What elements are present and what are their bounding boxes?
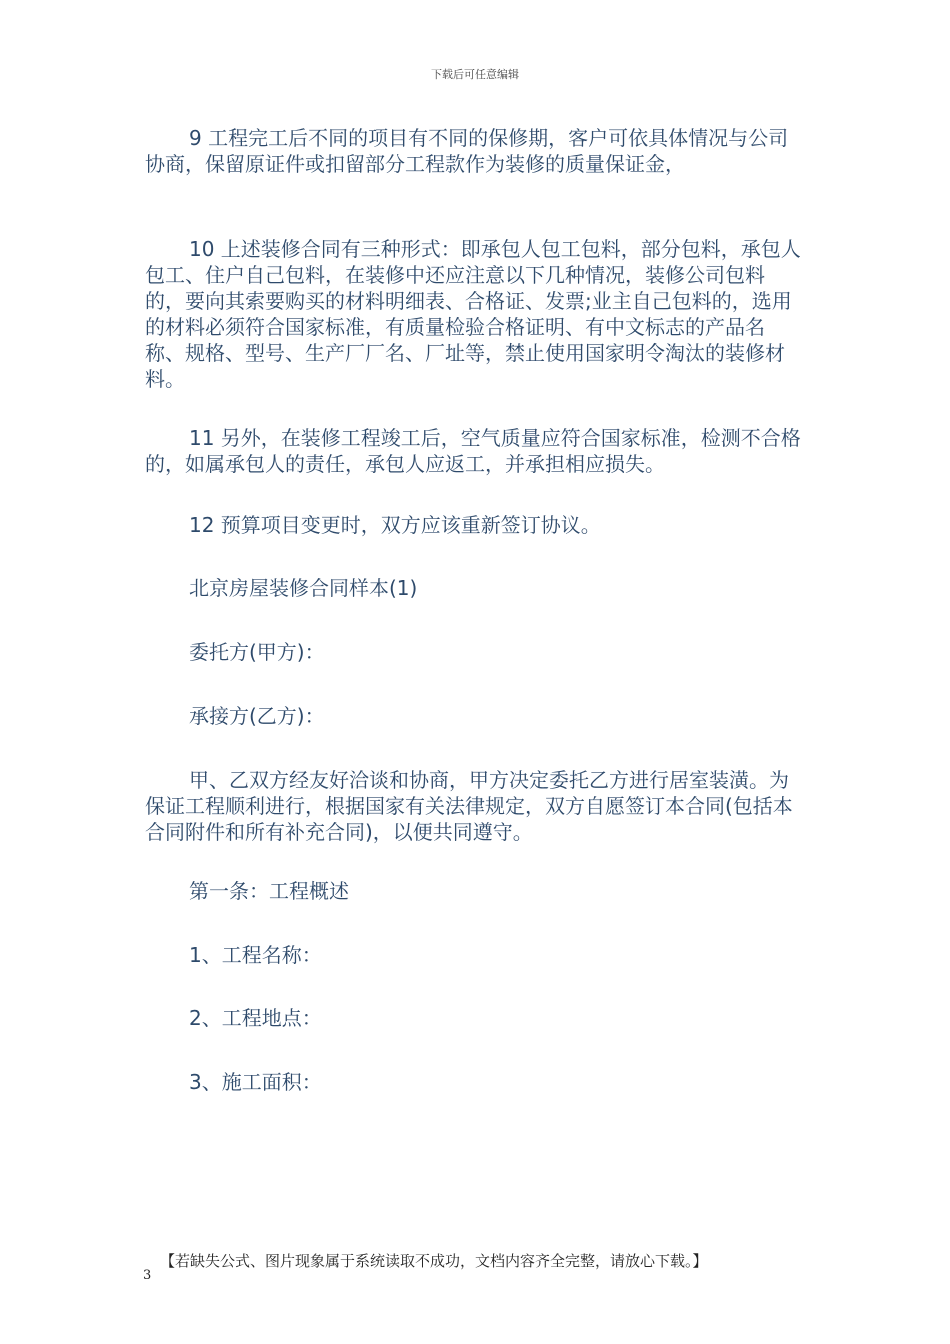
- page-header: 下载后可任意编辑: [431, 68, 519, 81]
- paragraph-air-quality: 11 另外，在装修工程竣工后，空气质量应符合国家标准，检测不合格的，如属承包人的责任，承包人应返工，并承担相应损失。: [145, 426, 801, 476]
- construction-area-field: 3、施工面积：: [189, 1070, 322, 1094]
- article-one-heading: 第一条：工程概述: [189, 879, 349, 903]
- project-location-field: 2、工程地点：: [189, 1006, 322, 1030]
- page-number: 3: [143, 1268, 152, 1283]
- paragraph-budget-change: 12 预算项目变更时，双方应该重新签订协议。: [189, 513, 601, 537]
- footer-notice: 【若缺失公式、图片现象属于系统读取不成功，文档内容齐全完整，请放心下载。】: [160, 1252, 708, 1270]
- project-name-field: 1、工程名称：: [189, 943, 322, 967]
- contract-sample-title: 北京房屋装修合同样本(1): [189, 576, 418, 600]
- paragraph-warranty: 9 工程完工后不同的项目有不同的保修期，客户可依具体情况与公司协商，保留原证件或扣留部分工程款作为装修的质量保证金，: [145, 126, 789, 176]
- paragraph-contract-forms: 10 上述装修合同有三种形式：即承包人包工包料，部分包料，承包人包工、住户自己包料，在装修中还应注意以下几种情况，装修公司包料的，要向其索要购买的材料明细表、合格证、发票;业主自己包料的，选用的材料必须符合国家标准，有质量检验合格证明、有中文标志的产品名称、规格、型号、生产厂厂名、厂址等，禁止使用国家明令淘汰的装修材料。: [145, 237, 801, 391]
- party-b-line: 承接方(乙方)：: [189, 704, 325, 728]
- party-a-line: 委托方(甲方)：: [189, 640, 325, 664]
- paragraph-agreement-preamble: 甲、乙双方经友好洽谈和协商，甲方决定委托乙方进行居室装潢。为保证工程顺利进行，根据国家有关法律规定，双方自愿签订本合同(包括本合同附件和所有补充合同)，以便共同遵守。: [145, 768, 793, 844]
